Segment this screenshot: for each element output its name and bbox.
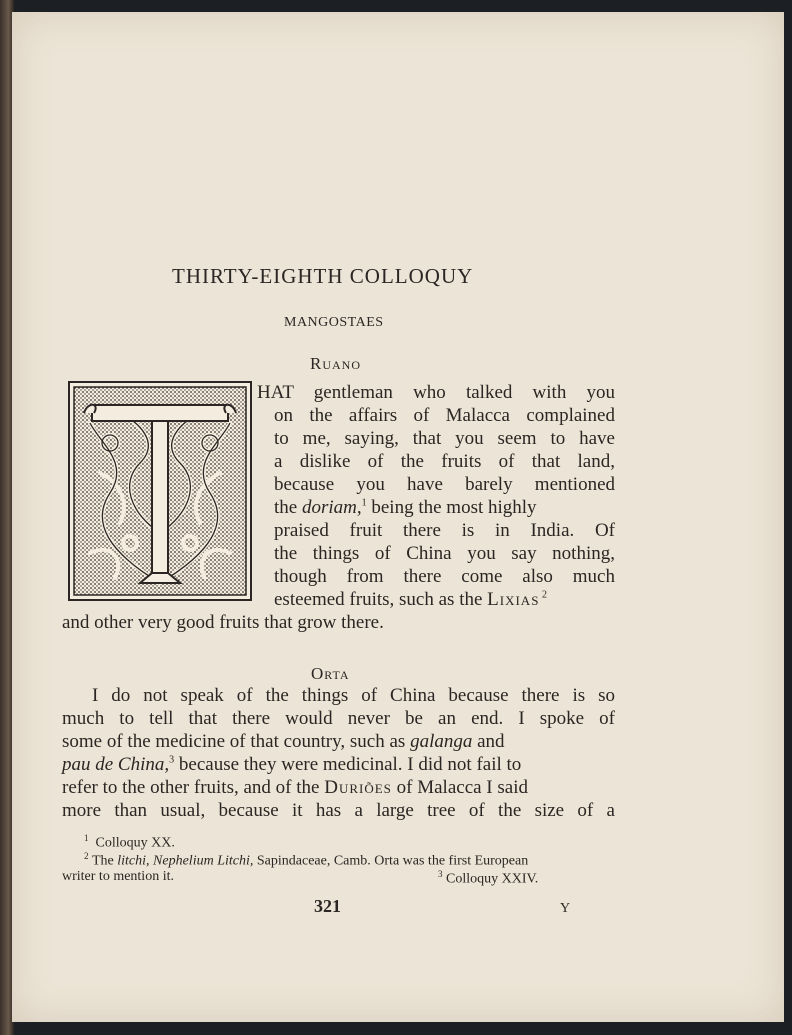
book-page bbox=[12, 12, 784, 1022]
italic-term: pau de China, bbox=[62, 754, 170, 775]
italic-term: galanga bbox=[410, 731, 473, 752]
text-line: praised fruit there is in India. Of bbox=[274, 520, 615, 541]
text-line: because you have barely mentioned bbox=[274, 474, 615, 495]
ornament-vine-icon bbox=[70, 383, 250, 599]
speaker-orta: Orta bbox=[311, 664, 350, 683]
small-caps-term: Duriões bbox=[324, 777, 392, 798]
text-line: HAT gentleman who talked with you bbox=[257, 382, 615, 403]
dropcap-initial-t bbox=[68, 381, 252, 601]
footnote-ref: 2 bbox=[539, 589, 547, 601]
text-line: the doriam,$^1$ being the most highly bbox=[274, 497, 537, 518]
footnote-ref: 3 bbox=[169, 754, 175, 766]
italic-term: doriam, bbox=[301, 497, 362, 518]
footnote-3: $^3$ Colloquy XXIV. bbox=[438, 869, 539, 887]
text-line: on the affairs of Malacca complained bbox=[274, 405, 615, 426]
text-line: refer to the other fruits, and of the Duriões of Malacca I said bbox=[62, 777, 528, 798]
text-line: some of the medicine of that country, such as galanga and bbox=[62, 731, 505, 752]
text-line: more than usual, because it has a large tree of the size of a bbox=[62, 800, 615, 821]
signature-mark: Y bbox=[560, 901, 571, 916]
footnote-1: $^1$ Colloquy XX. bbox=[84, 833, 175, 851]
small-caps-term: Lixias bbox=[487, 589, 540, 610]
text-line: and other very good fruits that grow there. bbox=[62, 612, 384, 633]
text-line: though from there come also much bbox=[274, 566, 615, 587]
section-title: MANGOSTAES bbox=[284, 315, 384, 330]
text-line: esteemed fruits, such as the Lixias $^2$ bbox=[274, 589, 547, 610]
text-line: I do not speak of the things of China because there is so bbox=[92, 685, 615, 706]
page-number: 321 bbox=[314, 896, 341, 916]
text-line: pau de China,$^3$ because they were medicinal. I did not fail to bbox=[62, 754, 522, 775]
text-line: much to tell that there would never be an end. I spoke of bbox=[62, 708, 615, 729]
speaker-ruano: Ruano bbox=[310, 354, 362, 373]
text-line: a dislike of the fruits of that land, bbox=[274, 451, 615, 472]
page-title: THIRTY-EIGHTH COLLOQUY bbox=[172, 264, 474, 288]
footnote-2-continued: writer to mention it. bbox=[62, 869, 174, 884]
footnote-ref: 1 bbox=[361, 497, 367, 509]
text-line: to me, saying, that you seem to have bbox=[274, 428, 615, 449]
text-line: the things of China you say nothing, bbox=[274, 543, 615, 564]
footnote-2: $^2$ The litchi, Nephelium Litchi, Sapindaceae, Camb. Orta was the first European bbox=[84, 851, 529, 869]
